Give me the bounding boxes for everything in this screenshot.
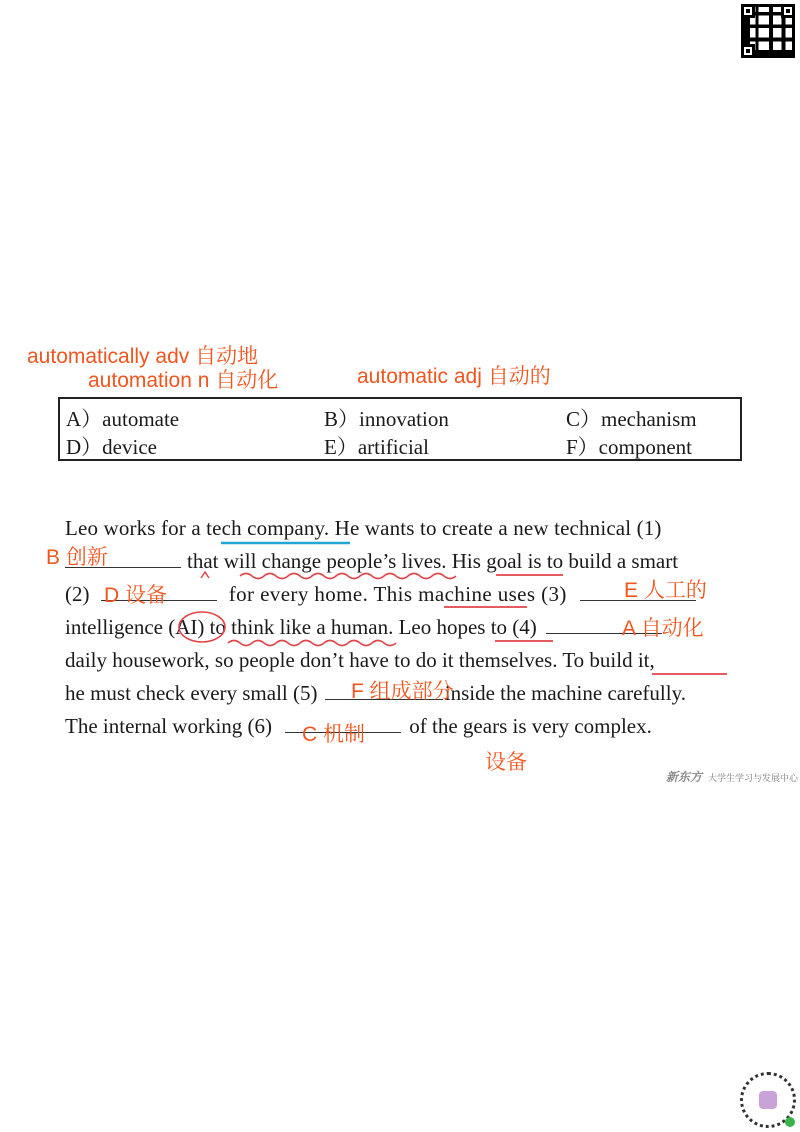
answer-4: A 自动化 (622, 617, 704, 640)
passage-line-6: he must check every small (5) inside the machine carefully. (65, 677, 686, 710)
note-automatic: automatic adj 自动的 (357, 365, 551, 388)
answer-3: E 人工的 (624, 579, 707, 602)
answer-5: F 组成部分 (351, 680, 454, 703)
option-c: C）mechanism (566, 407, 697, 431)
passage-line-3: (2) for every home. This machine uses (3) (65, 578, 696, 611)
note-automatically: automatically adv 自动地 (27, 345, 259, 368)
passage-line-5: daily housework, so people don’t have to do it themselves. To build it, (65, 648, 655, 672)
caret-mark (201, 572, 209, 578)
answer-6: C 机制 (302, 723, 365, 746)
passage-line-2: that will change people’s lives. His goal is to build a smart (65, 545, 678, 578)
qr-code-bottom (740, 1072, 796, 1128)
mascot-icon (759, 1091, 777, 1109)
answer-note-device: 设备 (485, 751, 527, 774)
answer-2: D 设备 (104, 584, 167, 607)
option-e: E）artificial (324, 435, 429, 459)
option-a: A）automate (66, 407, 180, 431)
badge-icon (785, 1117, 795, 1127)
passage-line-4: intelligence (AI) to think like a human. Leo hopes to (4) (65, 611, 662, 644)
passage-line-7: The internal working (6) of the gears is very complex. (65, 710, 652, 743)
circle-ai (179, 612, 225, 642)
squiggle-change-lives (240, 574, 456, 579)
option-b: B）innovation (324, 407, 449, 431)
squiggle-think-like-human (228, 641, 396, 646)
passage-line-1: Leo works for a tech company. He wants to create a new technical (1) (65, 516, 662, 540)
answer-1: B 创新 (46, 546, 108, 569)
publisher-logo: 新东方 (666, 770, 703, 784)
publisher-watermark: 新东方 大学生学习与发展中心 (666, 770, 799, 784)
note-automation: automation n 自动化 (88, 369, 279, 392)
option-f: F）component (566, 435, 692, 459)
option-d: D）device (66, 435, 157, 459)
